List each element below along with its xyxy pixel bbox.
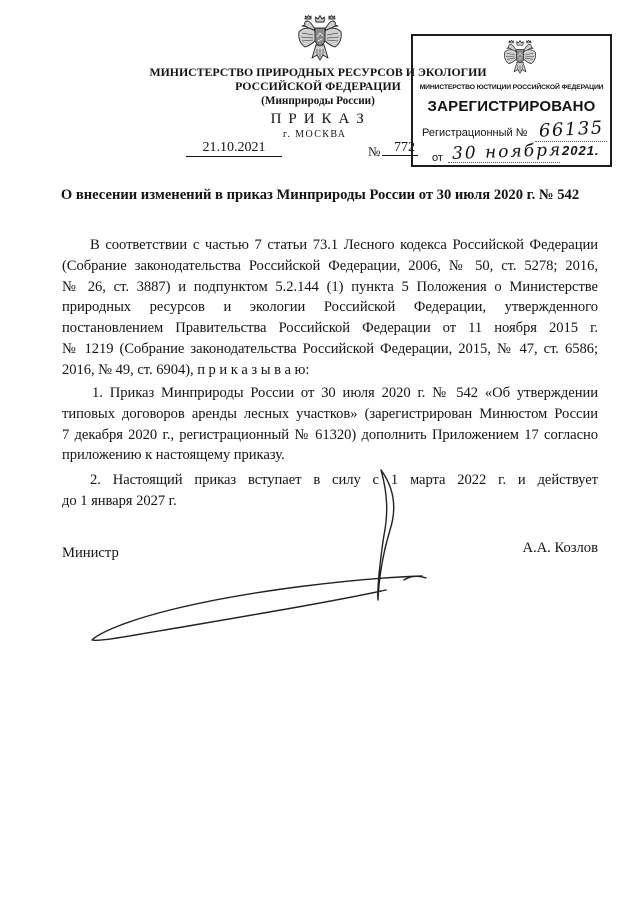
item-2-line: до 1 января 2027 г.: [62, 492, 177, 509]
order-item-1: [62, 383, 598, 466]
item-1-line: приложению к настоящему приказу.: [62, 447, 285, 464]
coat-of-arms-icon: [297, 13, 343, 63]
preamble-line: № 26, ст. 3887) и подпунктом 5.2.144 (1) пункта 5 Положения о Министерстве: [62, 278, 598, 295]
signatory-name: А.А. Козлов: [522, 540, 598, 556]
order-item-2: [62, 470, 598, 512]
stamp-year: 2021.: [562, 143, 600, 158]
preamble-line: В соответствии с частью 7 статьи 73.1 Лесного кодекса Российской Федерации: [90, 237, 598, 253]
order-number: 772: [382, 139, 418, 156]
stamp-date: 30 ноября: [451, 140, 563, 164]
preamble-line: постановлением Правительства Российской Федерации от 11 ноября 2015 г.: [62, 320, 598, 337]
preamble-line: № 1219 (Собрание законодательства Российской Федерации, 2015, № 47, ст. 6586;: [62, 340, 598, 357]
order-date: 21.10.2021: [186, 139, 282, 157]
preamble-line: природных ресурсов и экологии Российской Федерации, утвержденного: [62, 299, 598, 316]
stamp-date-prefix: от: [432, 152, 443, 164]
ministry-short-name: (Минприроды России): [261, 95, 375, 107]
stamp-coat-of-arms-icon: [503, 37, 537, 77]
ministry-name-line1: МИНИСТЕРСТВО ПРИРОДНЫХ РЕСУРСОВ И ЭКОЛОГИИ: [149, 65, 487, 79]
item-1-line: 1. Приказ Минприроды России от 30 июля 2020 г. № 542 «Об утверждении: [92, 385, 598, 401]
item-1-line: 7 декабря 2020 г., регистрационный № 61320) дополнить Приложением 17 согласно: [62, 426, 598, 443]
stamp-registration-number: 66135: [538, 117, 605, 142]
order-title: О внесении изменений в приказ Минприроды России от 30 июля 2020 г. № 542: [60, 187, 580, 203]
order-city: г. МОСКВА: [283, 129, 347, 140]
order-heading: П Р И К А З: [270, 111, 366, 127]
stamp-registration-label: Регистрационный №: [422, 127, 528, 139]
item-1-line: типовых договоров аренды лесных участков» (зарегистрирован Минюстом России: [62, 405, 598, 422]
number-sign: №: [368, 144, 381, 159]
stamp-status: ЗАРЕГИСТРИРОВАНО: [427, 98, 596, 115]
preamble-line: 2016, № 49, ст. 6904), п р и к а з ы в а ю:: [62, 361, 310, 378]
signatory-position: Министр: [62, 545, 119, 561]
registration-stamp: [411, 34, 612, 167]
preamble-line: (Собрание законодательства Российской Федерации, 2006, № 50, ст. 5278; 2016,: [62, 257, 598, 274]
ministry-name-line2: РОССИЙСКОЙ ФЕДЕРАЦИИ: [235, 79, 401, 93]
preamble-paragraph: [62, 235, 598, 381]
stamp-authority: МИНИСТЕРСТВО ЮСТИЦИИ РОССИЙСКОЙ ФЕДЕРАЦИИ: [419, 84, 604, 91]
item-2-line: 2. Настоящий приказ вступает в силу с 1 марта 2022 г. и действует: [90, 472, 598, 488]
